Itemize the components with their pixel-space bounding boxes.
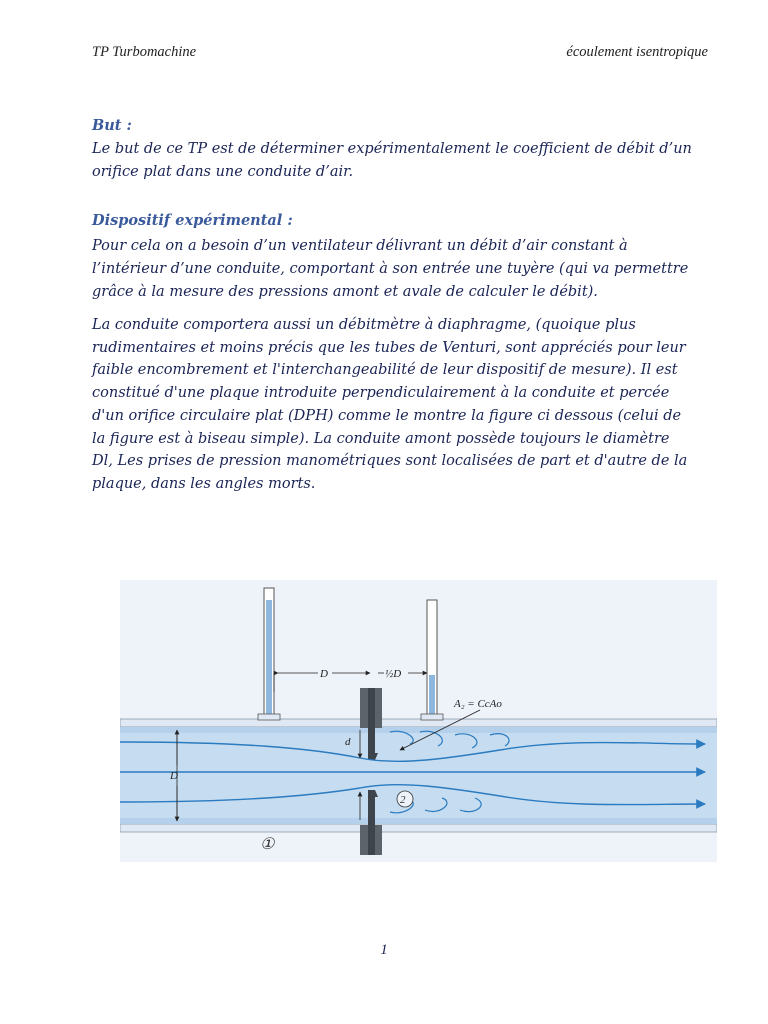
station-2-marker: [397, 791, 413, 807]
section-title-dispositif: Dispositif expérimental :: [92, 212, 293, 229]
pipe-wall-top: [120, 719, 717, 727]
label-area-relation: A₂ = CcAo: [454, 698, 502, 710]
section-title-but: But :: [92, 117, 132, 134]
header-left: TP Turbomachine: [92, 44, 197, 60]
station-1-label: ①: [260, 836, 275, 853]
pipe-wall-bottom: [120, 824, 717, 832]
label-downstream-halfD: ½D: [385, 668, 402, 680]
pipe-fluid: [120, 727, 717, 824]
label-orifice-d: d: [345, 736, 351, 748]
svg-text:2: 2: [400, 794, 406, 806]
header-right: écoulement isentropique: [566, 44, 708, 60]
paragraph-dispositif-2: La conduite comportera aussi un débitmètre à diaphragme, (quoique plus rudimentaires et moins précis que les tubes de Venturi, sont appréciés pour leur faible encombrement et l'interchangeabilité de leur dispositif de mesure). Il est constitué d'une plaque introduite perpendiculairement à la conduite et percée d'un orifice circulaire plat (DPH) comme le montre la figure ci dessous (celui de la figure est à biseau simple). La conduite amont possède toujours le diamètre Dl, Les prises de pression manométriques sont localisées de part et d'autre de la plaque, dans les angles morts.: [92, 317, 688, 492]
paragraph-dispositif-1: Pour cela on a besoin d’un ventilateur délivrant un débit d’air constant à l’intérieur d’une conduite, comportant à son entrée une tuyère (qui va permettre grâce à la mesure des pressions amont et avale de calculer le débit).: [92, 238, 689, 300]
label-pipe-D: D: [170, 770, 178, 782]
page-number: 1: [380, 942, 388, 958]
label-upstream-D: D: [320, 668, 328, 680]
orifice-meter-figure: [120, 580, 717, 862]
paragraph-but: Le but de ce TP est de déterminer expérimentalement le coefficient de débit d’un orifice plat dans une conduite d’air.: [92, 141, 692, 180]
